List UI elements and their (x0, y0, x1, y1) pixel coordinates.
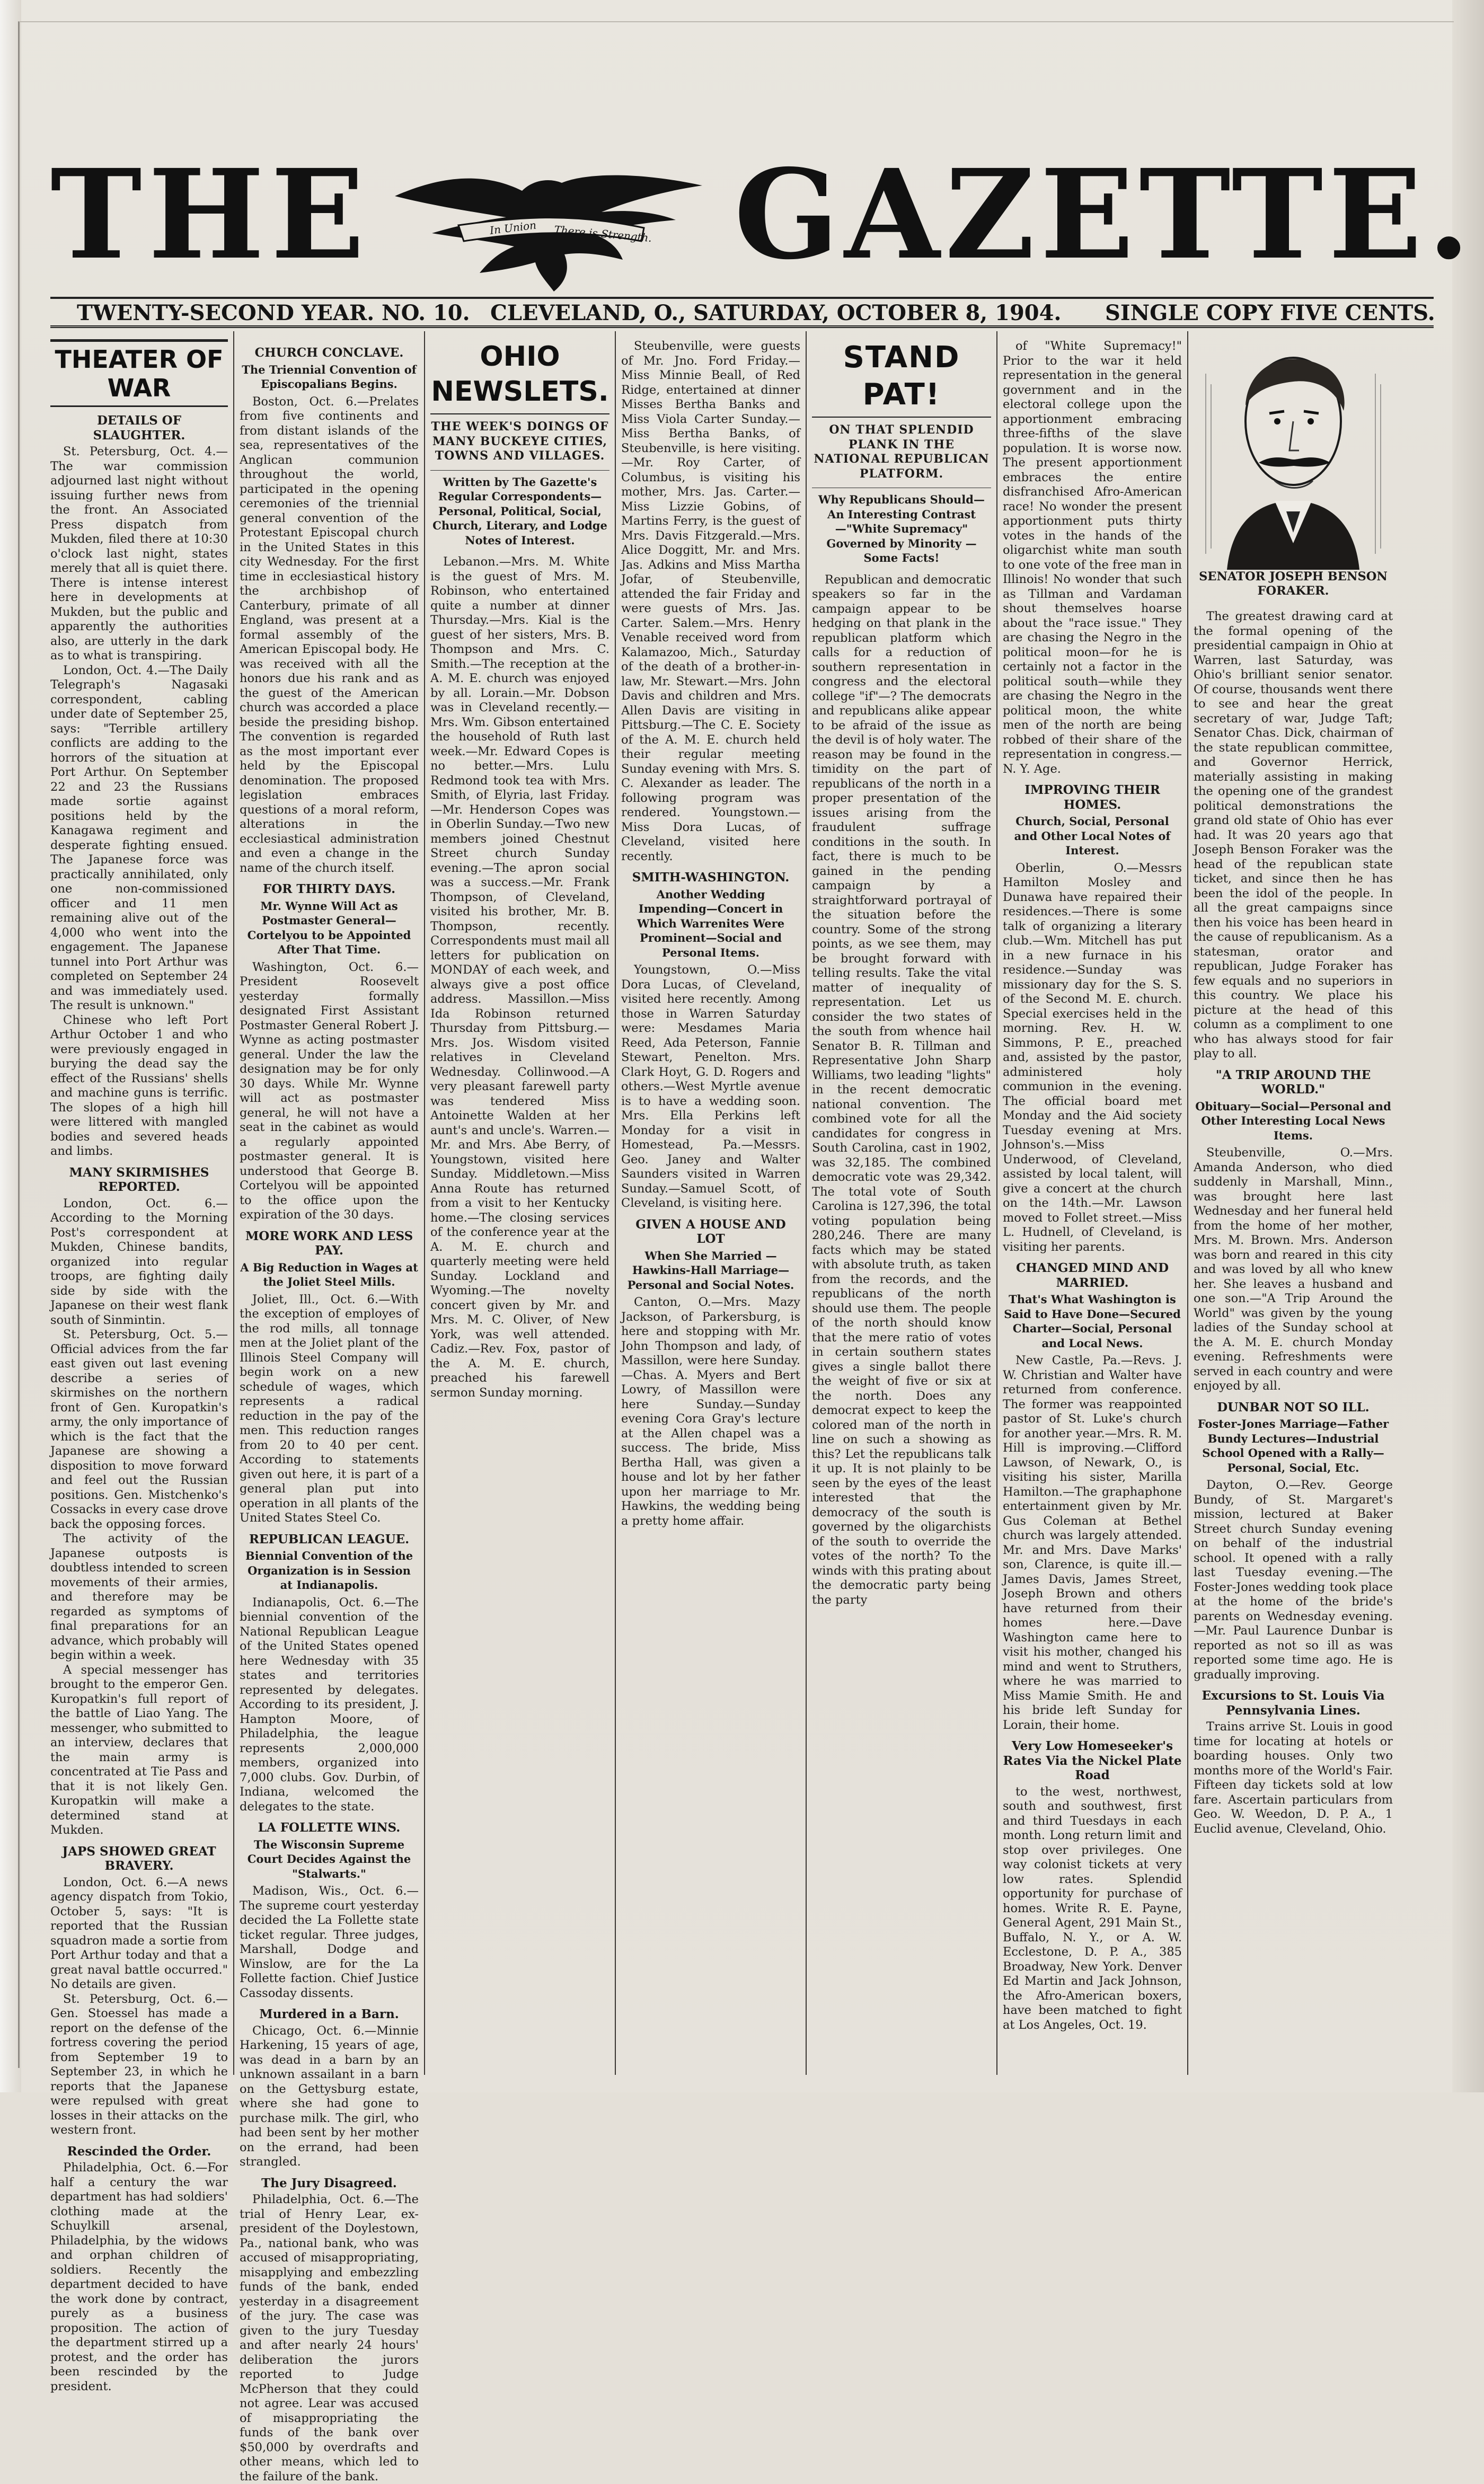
column-stand-pat (812, 339, 991, 2067)
article-subheadline: Obituary—Social—Personal and Other Interesting Local News Items. (1195, 1099, 1391, 1142)
article-body: Youngstown, O.—Miss Dora Lucas, of Cleveland, visited here recently. Among those in Warren Saturday were: Mesdames Maria Reed, Ada Peterson, Fannie Stewart, Penelton. Mrs. Clark Hoyt, G. D. Rogers and others.—West Myrtle avenue is to have a wedding soon. Mrs. Ella Perkins left Monday for a visit in Homestead, Pa.—Messrs. Geo. Janey and Walter Saunders visited in Warren Sunday.—Samuel Scott, of Cleveland, is visiting here. (621, 963, 800, 1210)
article-body: Philadelphia, Oct. 6.—The trial of Henry Lear, ex-president of the Doylestown, Pa., national bank, who was accused of misappropriating, misapplying and embezzling funds of the bank, ended yesterday in a disagreement of the jury. The case was given to the jury Tuesday and after nearly 24 hours' deliberation the jurors reported to Judge McPherson that they could not agree. Lear was accused of misappropriating the funds of the bank over $50,000 by overdrafts and other means, which led to the failure of the bank. (240, 2193, 419, 2483)
theater-of-war-banner: THEATER OF WAR (50, 339, 228, 407)
article-headline: Very Low Homeseeker's Rates Via the Nickel Plate Road (1003, 1739, 1182, 1782)
article-headline: CHURCH CONCLAVE. (254, 346, 404, 360)
article-headline: Excursions to St. Louis Via Pennsylvania Lines. (1202, 1689, 1385, 1718)
article-subheadline: Another Wedding Impending—Concert in Which Warrenites Were Prominent—Social and Personal Items. (637, 887, 785, 959)
article-subheadline: That's What Washington is Said to Have Done—Secured Charter—Social, Personal and Local News. (1004, 1293, 1181, 1350)
article-body: Steubenville, O.—Mrs. Amanda Anderson, who died suddenly in Marshall, Minn., was brought here last Wednesday and her funeral held from the home of her mother, Mrs. M. Brown. Mrs. Anderson was born and reared in this city and was loved by all who knew her. She leaves a husband and one son.—"A Trip Around the World" was given by the young ladies of the Sunday school at the A. M. E. church Monday evening. Refreshments were served in each country and were enjoyed by all. (1194, 1146, 1393, 1393)
eagle-emblem-icon (379, 154, 718, 302)
article-headline: REPUBLICAN LEAGUE. (249, 1532, 410, 1546)
emblem-motto-2: There is Strength. (553, 223, 652, 245)
foraker-article: The greatest drawing card at the formal opening of the presidential campaign in Ohio at Warren, last Saturday, was Ohio's brilliant senior senator. Of course, thousands went there to see and hear the great secretary of war, Judge Taft; Senator Chas. Dick, chairman of the state republican committee, and Governor Herrick, materially assisting in making the opening one of the grandest political demonstrations the grand old state of Ohio has ever had. It was 20 years ago that Joseph Benson Foraker was the head of the republican state ticket, and since then he has been the idol of the people. In all the great campaigns since then his voice has been heard in the cause of republicanism. As a statesman, orator and republican, Judge Foraker has few equals and no superiors in this country. We place his picture at the head of this column as a compliment to one who has always stood for fair play to all. (1194, 609, 1393, 1060)
ohio-newslets-banner: OHIO NEWSLETS. (431, 341, 609, 408)
portrait-caption: SENATOR JOSEPH BENSON FORAKER. (1199, 570, 1388, 598)
article-subheadline: Church, Social, Personal and Other Local Notes of Interest. (1014, 815, 1171, 857)
article-headline: JAPS SHOWED GREAT BRAVERY. (62, 1844, 216, 1873)
article-body: St. Petersburg, Oct. 6.—Gen. Stoessel has made a report on the defense of the fortress covering the period from September 19 to September 23, in which he reports that the Japanese were repulsed with great losses in their attacks on the western front. (50, 1992, 228, 2137)
ohio-newslets-subhead: THE WEEK'S DOINGS OF MANY BUCKEYE CITIES, TOWNS AND VILLAGES. (430, 413, 610, 464)
article-headline: DUNBAR NOT SO ILL. (1217, 1400, 1370, 1415)
column-foraker (1194, 609, 1393, 2067)
article-headline: CHANGED MIND AND MARRIED. (1015, 1261, 1169, 1290)
article-headline: IMPROVING THEIR HOMES. (1024, 783, 1160, 812)
article-body: St. Petersburg, Oct. 5.—Official advices from the far east given out last evening describe a series of skirmishes on the northern front of Gen. Kuropatkin's army, the only importance of which is the fact that the Japanese are showing a disposition to move forward and feel out the Russian positions. Gen. Mistchenko's Cossacks in every case drove back the opposing forces. (50, 1328, 228, 1531)
article-headline: DETAILS OF SLAUGHTER. (93, 413, 186, 443)
stand-pat-banner: STAND PAT! (843, 340, 960, 412)
article-body: London, Oct. 6.—According to the Morning Post's correspondent at Mukden, Chinese bandits, organized into regular troops, are fighting daily side by side with the Japanese on their west flank south of Sinmintin. (50, 1196, 228, 1327)
article-headline: LA FOLLETTE WINS. (258, 1820, 401, 1835)
white-supremacy-continued: of "White Supremacy!" Prior to the war it held representation in the general government and in the electoral college upon the apportionment embracing three-fifths of the slave population. It is worse now. The present apportionment embraces the entire disfranchised Afro-American race! No wonder the present apportionment puts thirty votes in the hands of the oligarchist white man south to one vote of the free man in Illinois! No wonder that such as Tillman and Vardaman shout themselves hoarse about the "race issue." They are chasing the Negro in the political moon—for he is certainly not a factor in the political south—while they are chasing the Negro in the political moon, the white men of the north are being robbed of their share of the representation in congress.—N. Y. Age. (1003, 339, 1182, 776)
article-headline: MANY SKIRMISHES REPORTED. (69, 1165, 209, 1194)
article-headline: Murdered in a Barn. (259, 2007, 399, 2021)
column-church-conclave (240, 339, 419, 2483)
column-rule (996, 331, 997, 2075)
article-subheadline: When She Married — Hawkins-Hall Marriage—Personal and Social Notes. (627, 1249, 794, 1292)
column-rule (1187, 331, 1188, 2075)
article-headline: GIVEN A HOUSE AND LOT (635, 1217, 786, 1246)
column-rule (424, 331, 425, 2075)
article-body: Chicago, Oct. 6.—Minnie Harkening, 15 years of age, was dead in a barn by an unknown assailant in a barn on the Gettysburg estate, where she had gone to purchase milk. The girl, who had been sent by her mother on the errand, had been strangled. (240, 2023, 419, 2169)
article-body: Joliet, Ill., Oct. 6.—With the exception of employes of the rod mills, all tonnage men at the Joliet plant of the Illinois Steel Company will begin work on a new schedule of wages, which represents a radical reduction in the pay of the men. This reduction ranges from 20 to 40 per cent. According to statements given out here, it is part of a general plan put into operation in all plants of the United States Steel Co. (240, 1292, 419, 1525)
local-news-body: Steubenville, were guests of Mr. Jno. Ford Friday.—Miss Minnie Beall, of Red Ridge, entertained at dinner Misses Bertha Banks and Miss Viola Carter Sunday.—Miss Bertha Banks, of Steubenville, is here visiting.—Mr. Roy Carter, of Columbus, is visiting his mother, Mrs. Jas. Carter.—Miss Lizzie Gobins, of Martins Ferry, is the guest of Mrs. Davis Fitzgerald.—Mrs. Alice Doggitt, Mr. and Mrs. Jas. Adkins and Miss Martha Jofar, of Steubenville, attended the fair Friday and were guests of Mrs. Jas. Carter. Salem.—Mrs. Henry Venable received word from Kalamazoo, Mich., Saturday of the death of a brother-in-law, Mr. Stewart.—Mrs. John Davis and children and Mrs. Allen Davis are visiting in Pittsburg.—The C. E. Society of the A. M. E. church held their regular meeting Sunday evening with Mrs. S. C. Alexander as leader. The following program was rendered. Youngstown.—Miss Dora Lucas, of Cleveland, visited here recently. (621, 339, 800, 863)
article-body: London, Oct. 4.—The Daily Telegraph's Nagasaki correspondent, cabling under date of September 25, says: "Terrible artillery conflicts are adding to the horrors of the situation at Port Arthur. On September 22 and 23 the Russians made sortie against positions held by the Kanagawa regiment and desperate fighting ensued. The Japanese force was practically annihilated, only one non-commissioned officer and 11 men remaining alive out of the 4,000 who went into the engagement. The Japanese tunnel into Port Arthur was completed on September 24 and was immediately used. The result is unknown." (50, 663, 228, 1012)
article-body: The activity of the Japanese outposts is doubtless intended to screen movements of their armies, and therefore may be regarded as symptoms of final preparations for an advance, which probably will begin within a week. (50, 1532, 228, 1662)
article-body: Madison, Wis., Oct. 6.—The supreme court yesterday decided the La Follette state ticket regular. Three judges, Marshall, Dodge and Winslow, are for the La Follette faction. Chief Justice Cassoday dissents. (240, 1884, 419, 2000)
article-body: Boston, Oct. 6.—Prelates from five continents and from distant islands of the sea, representatives of the Anglican communion throughout the world, participated in the opening ceremonies of the triennial general convention of the Protestant Episcopal church in the United States in this city Wednesday. For the first time in ecclesiastical history the archbishop of Canterbury, primate of all England, was present at a formal assembly of the American Episcopal body. He was received with all the honors due his rank and as the guest of the American church was accorded a place beside the presiding bishop. The convention is regarded as the most important ever held by the Episcopal denomination. The proposed legislation embraces questions of a moral reform, alterations in the ecclesiastical administration and even a change in the name of the church itself. (240, 394, 419, 875)
article-body: Oberlin, O.—Messrs Hamilton Mosley and Dunawa have repaired their residences.—There is some talk of organizing a literary club.—Wm. Mitchell has put in a new furnace in his residence.—Sunday was missionary day for the S. S. of the Second M. E. church. Special exercises held in the morning. Rev. H. W. Simmons, P. E., preached and, assisted by the pastor, administered holy communion in the evening. The official board met Monday and the Aid society Tuesday evening at Mrs. Johnson's.—Miss Underwood, of Cleveland, assisted by local talent, will give a concert at the church on the 14th.—Mr. Lawson moved to Follet street.—Miss L. Hudnell, of Cleveland, is visiting her parents. (1003, 861, 1182, 1254)
stand-pat-subhead: ON THAT SPLENDID PLANK IN THE NATIONAL REPUBLICAN PLATFORM. (812, 417, 991, 481)
ohio-newslets-byline: Written by The Gazette's Regular Correspondents—Personal, Political, Social, Church, Literary, and Lodge Notes of Interest. (430, 470, 610, 548)
article-headline: FOR THIRTY DAYS. (262, 882, 396, 896)
article-body: Dayton, O.—Rev. George Bundy, of St. Margaret's mission, lectured at Baker Street church Sunday evening on behalf of the industrial school. It opened with a rally last Tuesday evening.—The Foster-Jones wedding took place at the home of the bride's parents on Wednesday evening.—Mr. Paul Laurence Dunbar is reported as not so ill as was reported some time ago. He is gradually improving. (1194, 1478, 1393, 1682)
article-body: Indianapolis, Oct. 6.—The biennial convention of the National Republican League of the United States opened here Wednesday with 35 states and territories represented by delegates. According to its president, J. Hampton Moore, of Philadelphia, the league represents 2,000,000 members, organized into 7,000 clubs. Gov. Durbin, of Indiana, welcomed the delegates to the state. (240, 1595, 419, 1814)
page-edge-right (1452, 0, 1484, 2092)
column-theater-of-war (50, 339, 228, 2393)
column-rule (233, 331, 234, 2075)
masthead-title-right: GAZETTE. (734, 142, 1476, 287)
article-headline: MORE WORK AND LESS PAY. (245, 1228, 413, 1258)
article-headline: The Jury Disagreed. (261, 2176, 397, 2190)
article-headline: "A TRIP AROUND THE WORLD." (1215, 1067, 1371, 1097)
dateline-bar (50, 297, 1434, 328)
stand-pat-body: Republican and democratic speakers so far in the campaign appear to be hedging on that plank in the republican platform which calls for a reduction of southern representation in congress and the electoral college "if"—? The democrats and republicans alike appear to be afraid of the issue as the devil is of holy water. The reason may be found in the timidity on the part of republicans of the north in a proper presentation of the issues arising from the fraudulent suffrage conditions in the south. In fact, there is much to be gained in the pending campaign by a straightforward portrayal of the situation before the country. Some of the strong points, as we see them, may be brought forward with telling results. Take the vital matter of inequality of representation. Let us consider the two states of the south from whence hail Senator B. R. Tillman and Representative John Sharp Williams, two leading "lights" in the recent democratic national convention. The combined vote for all the candidates for congress in South Carolina, cast in 1902, was 32,185. The combined democratic vote was 29,342. The total vote of South Carolina is 127,396, the total voting population being 280,246. There are many facts which may be stated with absolute truth, as taken from the records, and the republicans of the north should use them. The people of the north should know that the mere ratio of votes in certain southern states gives a single ballot there the weight of five or six at the north. Does any democrat expect to keep the colored man of the north in line on such a showing as this? Let the republicans talk it up. It is not plainly to be seen by the eyes of the least interested that the democracy of the south is governed by the oligarchists of the south to override the votes of the north? To the winds with this prating about the democratic party being the party (812, 572, 991, 1607)
article-body: Chinese who left Port Arthur October 1 and who were previously engaged in burying the dead say the effect of the Russians' shells and machine guns is terrific. The slopes of a high hill were littered with mangled bodies and severed heads and limbs. (50, 1013, 228, 1158)
article-body: London, Oct. 6.—A news agency dispatch from Tokio, October 5, says: "It is reported that the Russian squadron made a sortie from Port Arthur today and that a great naval battle occurred." No details are given. (50, 1875, 228, 1991)
column-local-news (621, 339, 800, 2067)
article-headline: Rescinded the Order. (67, 2144, 211, 2159)
column-oberlin-news (1003, 339, 1182, 2067)
stand-pat-byline: Why Republicans Should—An Interesting Contrast—"White Supremacy" Governed by Minority — Some Facts! (812, 488, 991, 565)
column-rule (615, 331, 616, 2075)
article-body: Washington, Oct. 6.—President Roosevelt yesterday formally designated First Assistant Postmaster General Robert J. Wynne as acting postmaster general. Under the law the designation may be for only 30 days. While Mr. Wynne will act as postmaster general, he will not have a seat in the cabinet as would a regularly appointed postmaster general. It is understood that George B. Cortelyou will be appointed to the office upon the expiration of the 30 days. (240, 960, 419, 1222)
article-body: to the west, northwest, south and southwest, first and third Tuesdays in each month. Long return limit and stop over privileges. One way colonist tickets at very low rates. Splendid opportunity for purchase of homes. Write R. E. Payne, General Agent, 291 Main St., Buffalo, N. Y., or A. W. Ecclestone, D. P. A., 385 Broadway, New York. Denver Ed Martin and Jack Johnson, the Afro-American boxers, have been matched to fight at Los Angeles, Oct. 19. (1003, 1784, 1182, 2032)
article-body: A special messenger has brought to the emperor Gen. Kuropatkin's full report of the battle of Liao Yang. The messenger, who submitted to an interview, declares that the main army is concentrated at Tie Pass and that it is not likely Gen. Kuropatkin will make a determined stand at Mukden. (50, 1663, 228, 1837)
article-body: Philadelphia, Oct. 6.—For half a century the war department has had soldiers' clothing made at the Schuylkill arsenal, Philadelphia, by the widows and orphan children of soldiers. Recently the department decided to have the work done by contract, purely as a business proposition. The action of the department stirred up a protest, and the order has been rescinded by the president. (50, 2161, 228, 2393)
column-ohio-newslets (430, 339, 610, 2067)
article-subheadline: Biennial Convention of the Organization is in Session at Indianapolis. (245, 1549, 413, 1592)
article-subheadline: A Big Reduction in Wages at the Joliet Steel Mills. (240, 1260, 418, 1288)
article-subheadline: Mr. Wynne Will Act as Postmaster General—Cortelyou to be Appointed After That Time. (247, 899, 411, 956)
article-body: Canton, O.—Mrs. Mazy Jackson, of Parkersburg, is here and stopping with Mr. John Thompson and lady, of Massillon, were here Sunday.—Chas. A. Myers and Bert Lowry, of Massillon were here Sunday.—Sunday evening Cora Gray's lecture at the Allen chapel was a success. The bride, Miss Bertha Hall, was given a house and lot by her father upon her marriage to Mr. Hawkins, the wedding being a pretty home affair. (621, 1295, 800, 1528)
place-and-date: CLEVELAND, O., SATURDAY, OCTOBER 8, 1904. (490, 300, 1062, 325)
article-subheadline: Foster-Jones Marriage—Father Bundy Lectures—Industrial School Opened with a Rally—Personal, Social, Etc. (1197, 1417, 1389, 1474)
year-number: TWENTY-SECOND YEAR. NO. 10. (77, 300, 470, 325)
masthead (50, 142, 1476, 307)
column-rule (806, 331, 807, 2075)
ohio-newslets-body: Lebanon.—Mrs. M. White is the guest of Mrs. M. Robinson, who entertained quite a number at dinner Thursday.—Mrs. Kial is the guest of her sisters, Mrs. B. Thompson and Mrs. C. Smith.—The reception at the A. M. E. church was enjoyed by all. Lorain.—Mr. Dobson was in Cleveland recently.—Mrs. Wm. Gibson entertained the household of Ruth last week.—Mr. Edward Copes is no better.—Mrs. Lulu Redmond took tea with Mrs. Smith, of Elyria, last Friday.—Mr. Henderson Copes was in Oberlin Sunday.—Two new members joined Chestnut Street church Sunday evening.—The apron social was a success.—Mr. Frank Thompson, of Cleveland, visited his brother, Mr. B. Thompson, recently. Correspondents must mail all letters for publication on MONDAY of each week, and always give a post office address. Massillon.—Miss Ida Robinson returned Thursday from Pittsburg.—Mrs. Jos. Wisdom visited relatives in Cleveland Wednesday. Collinwood.—A very pleasant farewell party was tendered Miss Antoinette Walden at her aunt's and uncle's. Warren.—Mr. and Mrs. Abe Berry, of Youngstown, visited here Sunday. Middletown.—Miss Anna Route has returned from a visit to her Kentucky home.—The closing services of the conference year at the A. M. E. church and quarterly meeting were held Sunday. Lockland and Wyoming.—The novelty concert given by Mr. and Mrs. M. C. Oliver, of New York, was well attended. Cadiz.—Rev. Fox, pastor of the A. M. E. church, preached his farewell sermon Sunday morning. (430, 555, 610, 1400)
senator-portrait-icon (1195, 342, 1391, 570)
price: SINGLE COPY FIVE CENTS. (1105, 300, 1435, 325)
masthead-title-left: THE (50, 142, 371, 287)
emblem-motto-1: In Union (489, 218, 537, 237)
article-body: St. Petersburg, Oct. 4.—The war commission adjourned last night without issuing further news from the front. An Associated Press dispatch from Mukden, filed there at 10:30 o'clock last night, states merely that all is quiet there. There is intense interest here in developments at Mukden, but the public and apparently the authorities also, are utterly in the dark as to what is transpiring. (50, 445, 228, 662)
article-body: Trains arrive St. Louis in good time for locating at hotels or boarding houses. Only two months more of the World's Fair. Fifteen day tickets sold at low fare. Ascertain particulars from Geo. W. Weedon, D. P. A., 1 Euclid avenue, Cleveland, Ohio. (1194, 1720, 1393, 1836)
article-headline: SMITH-WASHINGTON. (632, 870, 790, 885)
article-subheadline: The Wisconsin Supreme Court Decides Against the "Stalwarts." (247, 1837, 411, 1880)
article-body: New Castle, Pa.—Revs. J. W. Christian and Walter have returned from conference. The former was reappointed pastor of St. Luke's church for another year.—Mrs. R. M. Hill is improving.—Clifford Lawson, of Newark, O., is visiting his sister, Marilla Hamilton.—The graphaphone entertainment given by Mr. Gus Coleman at Bethel church was largely attended. Mr. and Mrs. Dave Marks' son, Clarence, is quite ill.—James Davis, James Street, Joseph Brown and others have returned from their homes here.—Dave Washington came here to visit his mother, changed his mind and went to Struthers, where he was married to Miss Mamie Smith. He and his bride left Sunday for Lorain, their home. (1003, 1354, 1182, 1732)
article-subheadline: The Triennial Convention of Episcopalians Begins. (242, 363, 417, 391)
